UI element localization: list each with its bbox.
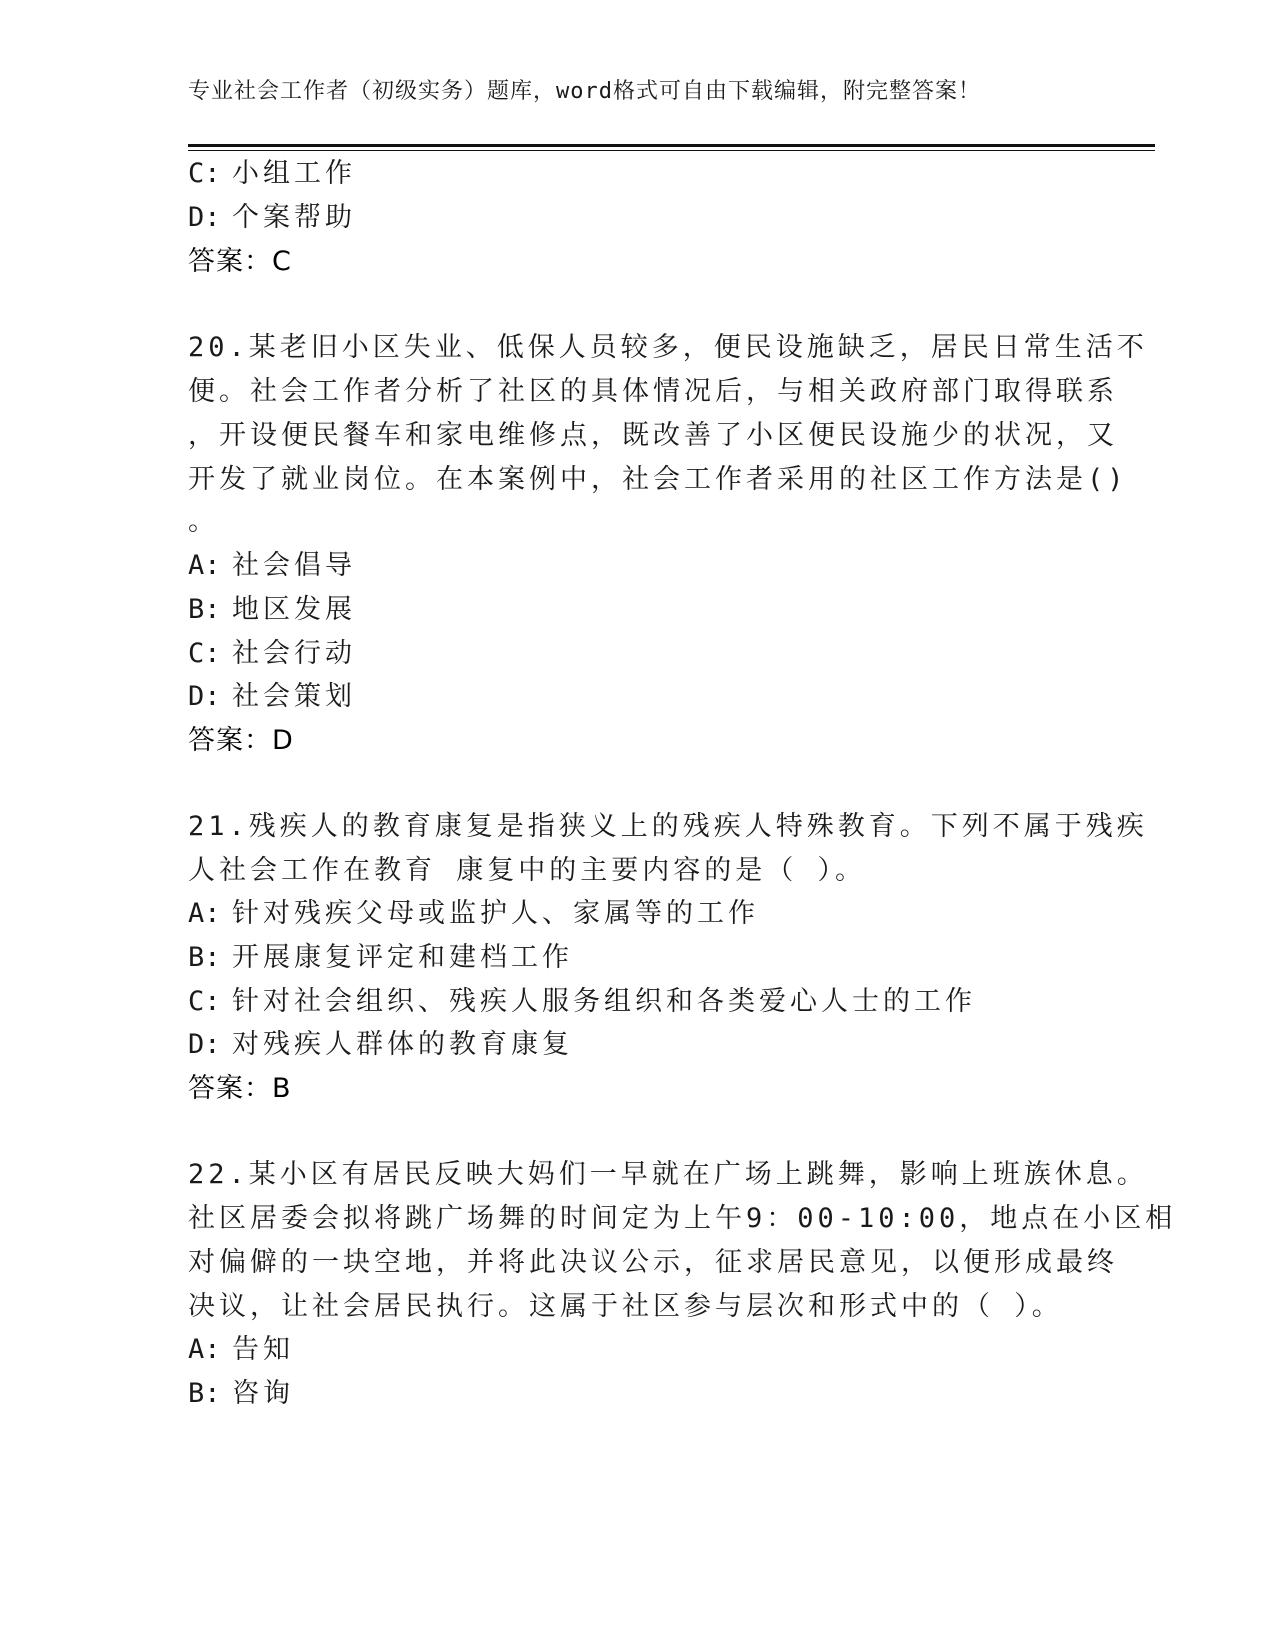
option-letter: B:	[188, 942, 221, 973]
option-text: 小组工作	[232, 158, 356, 189]
option-letter: A:	[188, 898, 221, 929]
option-text: 社会策划	[232, 681, 356, 712]
option-d	[188, 204, 356, 231]
option-text: 开展康复评定和建档工作	[232, 942, 573, 973]
option-text: 咨询	[232, 1378, 294, 1409]
answer: 答案：D	[188, 725, 294, 756]
option-b	[188, 1380, 294, 1407]
option-letter: C:	[188, 986, 221, 1017]
option-letter: B:	[188, 1378, 221, 1409]
option-letter: A:	[188, 1334, 221, 1365]
question-20-line-5: 。	[188, 506, 219, 537]
option-c	[188, 160, 356, 187]
page-header: 专业社会工作者（初级实务）题库，word格式可自由下载编辑，附完整答案！	[188, 79, 981, 104]
option-letter: C:	[188, 158, 221, 189]
option-d	[188, 683, 356, 710]
question-21-line-1: 21.残疾人的教育康复是指狭义上的残疾人特殊教育。下列不属于残疾	[188, 811, 1148, 842]
question-20-line-4: 开发了就业岗位。在本案例中，社会工作者采用的社区工作方法是()	[188, 464, 1128, 495]
option-c	[188, 988, 976, 1015]
question-20-line-3: ，开设便民餐车和家电维修点，既改善了小区便民设施少的状况，又	[188, 420, 1118, 451]
question-20-line-2: 便。社会工作者分析了社区的具体情况后，与相关政府部门取得联系	[188, 376, 1118, 407]
option-a	[188, 900, 759, 927]
option-text: 对残疾人群体的教育康复	[232, 1029, 573, 1060]
option-d	[188, 1031, 573, 1058]
option-letter: D:	[188, 202, 221, 233]
question-22-line-3: 对偏僻的一块空地，并将此决议公示，征求居民意见，以便形成最终	[188, 1247, 1118, 1278]
option-text: 地区发展	[232, 594, 356, 625]
option-text: 社会行动	[232, 638, 356, 669]
question-22-line-4: 决议，让社会居民执行。这属于社区参与层次和形式中的（ ）。	[188, 1291, 1063, 1322]
option-letter: C:	[188, 638, 221, 669]
option-text: 针对残疾父母或监护人、家属等的工作	[232, 898, 759, 929]
option-a	[188, 552, 356, 579]
answer: 答案：B	[188, 1073, 292, 1104]
option-text: 针对社会组织、残疾人服务组织和各类爱心人士的工作	[232, 986, 976, 1017]
header-rule-thick	[188, 144, 1155, 147]
option-b	[188, 944, 573, 971]
option-c	[188, 640, 356, 667]
question-22-line-2: 社区居委会拟将跳广场舞的时间定为上午9：00-10:00，地点在小区相	[188, 1203, 1177, 1234]
option-letter: A:	[188, 550, 221, 581]
header-rule-thin	[188, 150, 1155, 151]
option-text: 告知	[232, 1334, 294, 1365]
answer: 答案：C	[188, 246, 292, 277]
question-21-line-2: 人社会工作在教育 康复中的主要内容的是（ ）。	[188, 855, 867, 886]
option-letter: D:	[188, 681, 221, 712]
option-text: 个案帮助	[232, 202, 356, 233]
option-b	[188, 596, 356, 623]
question-20-line-1: 20.某老旧小区失业、低保人员较多，便民设施缺乏，居民日常生活不	[188, 332, 1148, 363]
option-letter: D:	[188, 1029, 221, 1060]
option-a	[188, 1336, 294, 1363]
option-text: 社会倡导	[232, 550, 356, 581]
option-letter: B:	[188, 594, 221, 625]
question-22-line-1: 22.某小区有居民反映大妈们一早就在广场上跳舞，影响上班族休息。	[188, 1159, 1148, 1190]
